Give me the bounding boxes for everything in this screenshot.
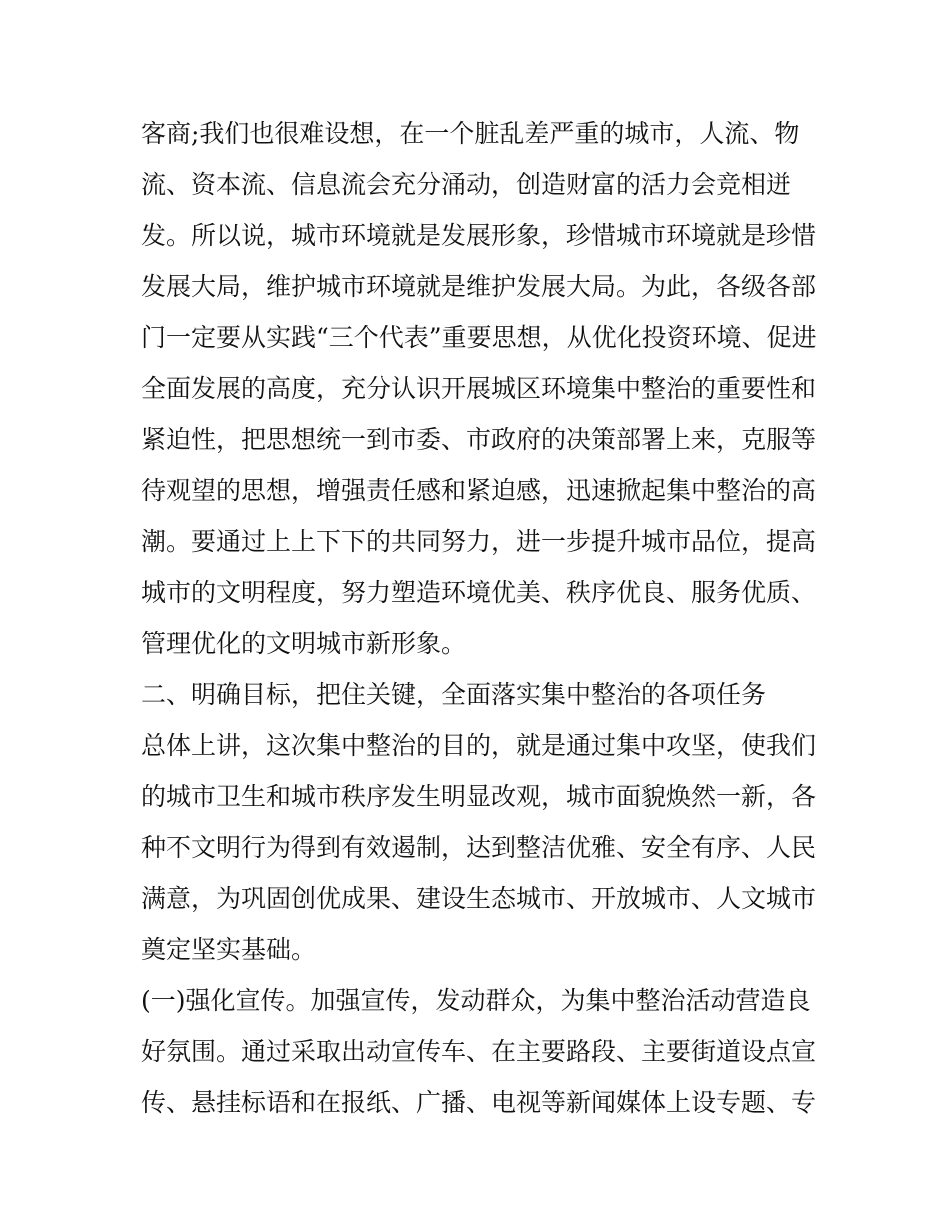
text-line: 城市的文明程度，努力塑造环境优美、秩序优良、服务优质、 (141, 578, 817, 607)
text-line: 发。所以说，城市环境就是发展形象，珍惜城市环境就是珍惜 (141, 221, 817, 250)
text-line: 的城市卫生和城市秩序发生明显改观，城市面貌焕然一新，各 (141, 782, 817, 811)
text-line: 发展大局，维护城市环境就是维护发展大局。为此，各级各部 (141, 272, 817, 301)
text-line: 满意，为巩固创优成果、建设生态城市、开放城市、人文城市 (141, 884, 817, 913)
text-line: 待观望的思想，增强责任感和紧迫感，迅速掀起集中整治的高 (141, 476, 817, 505)
body-text (141, 108, 821, 1128)
text-line: 流、资本流、信息流会充分涌动，创造财富的活力会竞相迸 (141, 170, 792, 199)
text-line: (一)强化宣传。加强宣传，发动群众，为集中整治活动营造良 (141, 986, 811, 1015)
text-line: 客商;我们也很难设想，在一个脏乱差严重的城市，人流、物 (141, 119, 800, 148)
text-line: 种不文明行为得到有效遏制，达到整洁优雅、安全有序、人民 (141, 833, 817, 862)
text-line: 紧迫性，把思想统一到市委、市政府的决策部署上来，克服等 (141, 425, 817, 454)
text-line: 门一定要从实践“三个代表”重要思想，从优化投资环境、促进 (141, 323, 817, 352)
text-line: 潮。要通过上上下下的共同努力，进一步提升城市品位，提高 (141, 527, 817, 556)
text-line: 全面发展的高度，充分认识开展城区环境集中整治的重要性和 (141, 374, 817, 403)
text-line: 好氛围。通过采取出动宣传车、在主要路段、主要街道设点宣 (141, 1037, 817, 1066)
text-line: 传、悬挂标语和在报纸、广播、电视等新闻媒体上设专题、专 (141, 1088, 817, 1117)
section-heading: 二、明确目标，把住关键，全面落实集中整治的各项任务 (141, 680, 767, 709)
text-line: 奠定坚实基础。 (141, 935, 317, 964)
text-line: 总体上讲，这次集中整治的目的，就是通过集中攻坚，使我们 (141, 731, 817, 760)
text-line: 管理优化的文明城市新形象。 (141, 629, 467, 658)
